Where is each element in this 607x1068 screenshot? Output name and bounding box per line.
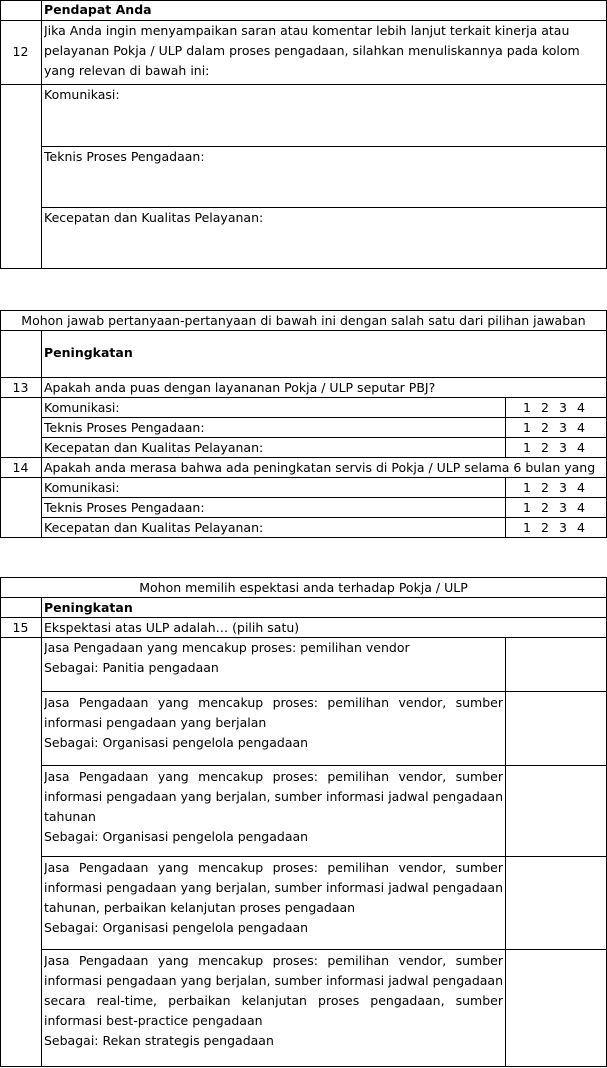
- expectation-option-text: Jasa Pengadaan yang mencakup proses: pemilihan vendor, sumber informasi pengadaan yang berjalan: [44, 695, 503, 730]
- rating-scale[interactable]: [518, 398, 590, 418]
- rating-option[interactable]: 4: [577, 400, 585, 415]
- expectation-option-role: Sebagai: Panitia pengadaan: [44, 660, 219, 675]
- expectation-instruction: Mohon memilih espektasi anda terhadap Pokja / ULP: [139, 580, 468, 595]
- rating-option[interactable]: 2: [541, 400, 549, 415]
- rating-row-label: Teknis Proses Pengadaan:: [44, 420, 205, 435]
- rating-row-label: Komunikasi:: [44, 400, 120, 415]
- question-number: 14: [12, 460, 29, 475]
- rating-option[interactable]: 4: [577, 520, 585, 535]
- rating-option[interactable]: 2: [541, 520, 549, 535]
- expectation-choice-cell[interactable]: [506, 857, 606, 949]
- expectation-option-text: Jasa Pengadaan yang mencakup proses: pemilihan vendor, sumber informasi pengadaan yang berjalan, sumber informasi jadwal pengadaan secara real-time, perbaikan kelanjutan proses pengadaan, sumber informasi best-practice pengadaan: [44, 953, 503, 1028]
- rating-option[interactable]: 4: [577, 420, 585, 435]
- rating-scale[interactable]: [518, 518, 590, 538]
- rating-option[interactable]: 3: [559, 500, 567, 515]
- rating-scale[interactable]: [518, 498, 590, 518]
- expectation-choice-cell[interactable]: [506, 950, 606, 1066]
- expectation-option-role: Sebagai: Organisasi pengelola pengadaan: [44, 735, 309, 750]
- rating-option[interactable]: 3: [559, 480, 567, 495]
- comment-field-kecepatan[interactable]: Kecepatan dan Kualitas Pelayanan:: [44, 210, 264, 225]
- rating-option[interactable]: 1: [523, 480, 531, 495]
- rating-row-label: Teknis Proses Pengadaan:: [44, 500, 205, 515]
- expectation-option-text: Jasa Pengadaan yang mencakup proses: pemilihan vendor, sumber informasi pengadaan yang berjalan, sumber informasi jadwal pengadaan tahunan: [44, 769, 503, 824]
- rating-option[interactable]: 3: [559, 520, 567, 535]
- rating-scale[interactable]: [518, 478, 590, 498]
- rating-option[interactable]: 3: [559, 400, 567, 415]
- question-text: Apakah anda merasa bahwa ada peningkatan servis di Pokja / ULP selama 6 bulan yang: [44, 460, 596, 475]
- section-header: Pendapat Anda: [44, 2, 152, 17]
- rating-option[interactable]: 2: [541, 500, 549, 515]
- rating-option[interactable]: 2: [541, 480, 549, 495]
- rating-row-label: Kecepatan dan Kualitas Pelayanan:: [44, 520, 264, 535]
- rating-option[interactable]: 1: [523, 420, 531, 435]
- expectation-choice-cell[interactable]: [506, 766, 606, 856]
- expectation-option-text: Jasa Pengadaan yang mencakup proses: pemilihan vendor: [44, 640, 410, 655]
- rating-row-label: Kecepatan dan Kualitas Pelayanan:: [44, 440, 264, 455]
- rating-option[interactable]: 1: [523, 500, 531, 515]
- rating-instruction: Mohon jawab pertanyaan-pertanyaan di bawah ini dengan salah satu dari pilihan jawaban: [21, 313, 586, 328]
- expectation-option-text: Jasa Pengadaan yang mencakup proses: pemilihan vendor, sumber informasi pengadaan yang berjalan, sumber informasi jadwal pengadaan tahunan, perbaikan kelanjutan proses pengadaan: [44, 860, 503, 915]
- comment-field-komunikasi[interactable]: Komunikasi:: [44, 87, 120, 102]
- rating-scale[interactable]: [518, 438, 590, 458]
- expectation-choice-cell[interactable]: [506, 692, 606, 765]
- question-number: 12: [12, 44, 29, 59]
- question-text: Apakah anda puas dengan layananan Pokja / ULP seputar PBJ?: [44, 380, 436, 395]
- comment-field-teknis[interactable]: Teknis Proses Pengadaan:: [44, 149, 205, 164]
- section-header: Peningkatan: [44, 600, 133, 615]
- rating-option[interactable]: 1: [523, 440, 531, 455]
- rating-option[interactable]: 4: [577, 500, 585, 515]
- rating-option[interactable]: 1: [523, 520, 531, 535]
- rating-option[interactable]: 2: [541, 420, 549, 435]
- rating-option[interactable]: 2: [541, 440, 549, 455]
- expectation-option-role: Sebagai: Organisasi pengelola pengadaan: [44, 920, 309, 935]
- rating-option[interactable]: 1: [523, 400, 531, 415]
- question-text: Jika Anda ingin menyampaikan saran atau komentar lebih lanjut terkait kinerja atau pelayanan Pokja / ULP dalam proses pengadaan, silahkan menuliskannya pada kolom yang relevan di bawah ini:: [44, 23, 580, 78]
- expectation-option-role: Sebagai: Organisasi pengelola pengadaan: [44, 829, 309, 844]
- rating-option[interactable]: 4: [577, 480, 585, 495]
- rating-option[interactable]: 3: [559, 440, 567, 455]
- rating-option[interactable]: 3: [559, 420, 567, 435]
- question-text: Ekspektasi atas ULP adalah… (pilih satu): [44, 620, 300, 635]
- question-number: 15: [12, 620, 29, 635]
- rating-row-label: Komunikasi:: [44, 480, 120, 495]
- expectation-option-role: Sebagai: Rekan strategis pengadaan: [44, 1033, 274, 1048]
- rating-option[interactable]: 4: [577, 440, 585, 455]
- rating-scale[interactable]: [518, 418, 590, 438]
- section-header: Peningkatan: [44, 345, 133, 360]
- expectation-choice-cell[interactable]: [506, 638, 606, 691]
- question-number: 13: [12, 380, 29, 395]
